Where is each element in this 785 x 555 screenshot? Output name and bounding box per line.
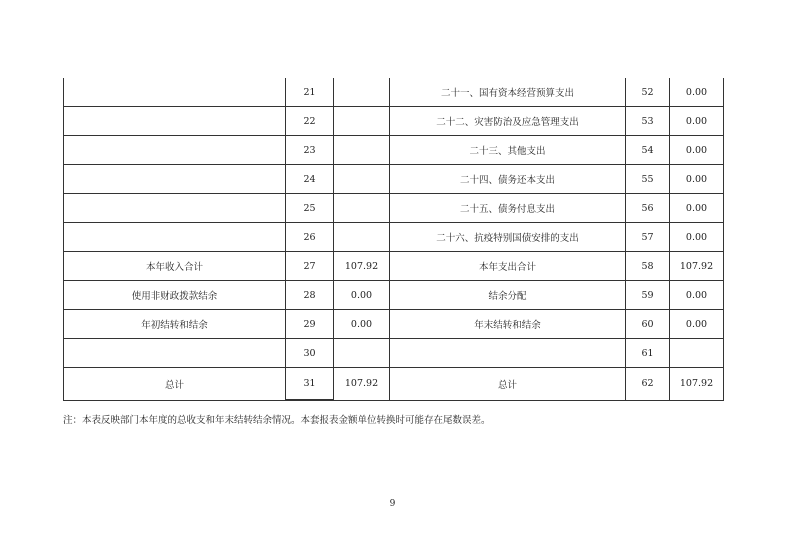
right-row-number: 56 [626,194,670,223]
left-label-cell [64,136,286,165]
left-amount [334,194,390,223]
left-row-number: 23 [286,136,334,165]
left-row-number: 28 [286,281,334,310]
left-row-number: 27 [286,252,334,281]
right-row-number: 57 [626,223,670,252]
table-row [64,252,724,281]
right-label-cell: 二十二、灾害防治及应急管理支出 [390,107,626,136]
table-row [64,136,724,165]
right-total-amount: 107.92 [670,368,724,401]
table-row [64,223,724,252]
right-row-number: 60 [626,310,670,339]
left-label-cell: 本年收入合计 [64,252,286,281]
right-amount: 0.00 [670,310,724,339]
table-body [64,78,724,400]
left-row-number: 29 [286,310,334,339]
right-amount: 0.00 [670,223,724,252]
left-amount: 107.92 [334,252,390,281]
left-amount [334,223,390,252]
table-footnote: 注：本表反映部门本年度的总收支和年末结转结余情况。本套报表金额单位转换时可能存在尾数误差。 [63,415,491,426]
right-row-number: 61 [626,339,670,368]
left-row-number: 25 [286,194,334,223]
right-row-number: 59 [626,281,670,310]
right-row-number: 52 [626,78,670,107]
right-label-cell: 本年支出合计 [390,252,626,281]
left-amount [334,136,390,165]
left-label-cell: 年初结转和结余 [64,310,286,339]
table-row-total [64,368,724,401]
left-total-label: 总计 [64,368,286,401]
left-label-cell [64,194,286,223]
right-row-number: 58 [626,252,670,281]
left-total-amount: 107.92 [334,368,390,401]
right-amount: 107.92 [670,252,724,281]
left-row-number: 24 [286,165,334,194]
right-row-number: 55 [626,165,670,194]
left-label-cell [64,107,286,136]
left-amount: 0.00 [334,281,390,310]
right-amount: 0.00 [670,194,724,223]
left-label-cell [64,78,286,107]
right-label-cell: 年末结转和结余 [390,310,626,339]
right-label-cell: 二十三、其他支出 [390,136,626,165]
left-row-number: 30 [286,339,334,368]
right-row-number: 62 [626,368,670,401]
right-amount: 0.00 [670,136,724,165]
left-label-cell [64,165,286,194]
left-row-number: 22 [286,107,334,136]
left-amount: 0.00 [334,310,390,339]
right-label-cell: 二十一、国有资本经营预算支出 [390,78,626,107]
right-label-cell: 二十六、抗疫特别国债安排的支出 [390,223,626,252]
left-amount [334,339,390,368]
right-label-cell [390,339,626,368]
left-amount [334,165,390,194]
table-row [64,281,724,310]
left-row-number: 31 [286,368,334,401]
left-label-cell [64,223,286,252]
right-total-label: 总计 [390,368,626,401]
left-row-number: 21 [286,78,334,107]
left-amount [334,78,390,107]
table-row [64,107,724,136]
table-row [64,78,724,107]
left-amount [334,107,390,136]
table-row [64,165,724,194]
right-amount: 0.00 [670,107,724,136]
right-row-number: 54 [626,136,670,165]
right-amount [670,339,724,368]
left-label-cell: 使用非财政拨款结余 [64,281,286,310]
right-label-cell: 结余分配 [390,281,626,310]
budget-summary-table [63,78,724,401]
left-row-number: 26 [286,223,334,252]
right-amount: 0.00 [670,281,724,310]
table-row [64,310,724,339]
right-amount: 0.00 [670,165,724,194]
table-row [64,194,724,223]
right-amount: 0.00 [670,78,724,107]
right-label-cell: 二十五、债务付息支出 [390,194,626,223]
right-label-cell: 二十四、债务还本支出 [390,165,626,194]
right-row-number: 53 [626,107,670,136]
table-row [64,339,724,368]
left-label-cell [64,339,286,368]
page-number: 9 [389,499,396,509]
